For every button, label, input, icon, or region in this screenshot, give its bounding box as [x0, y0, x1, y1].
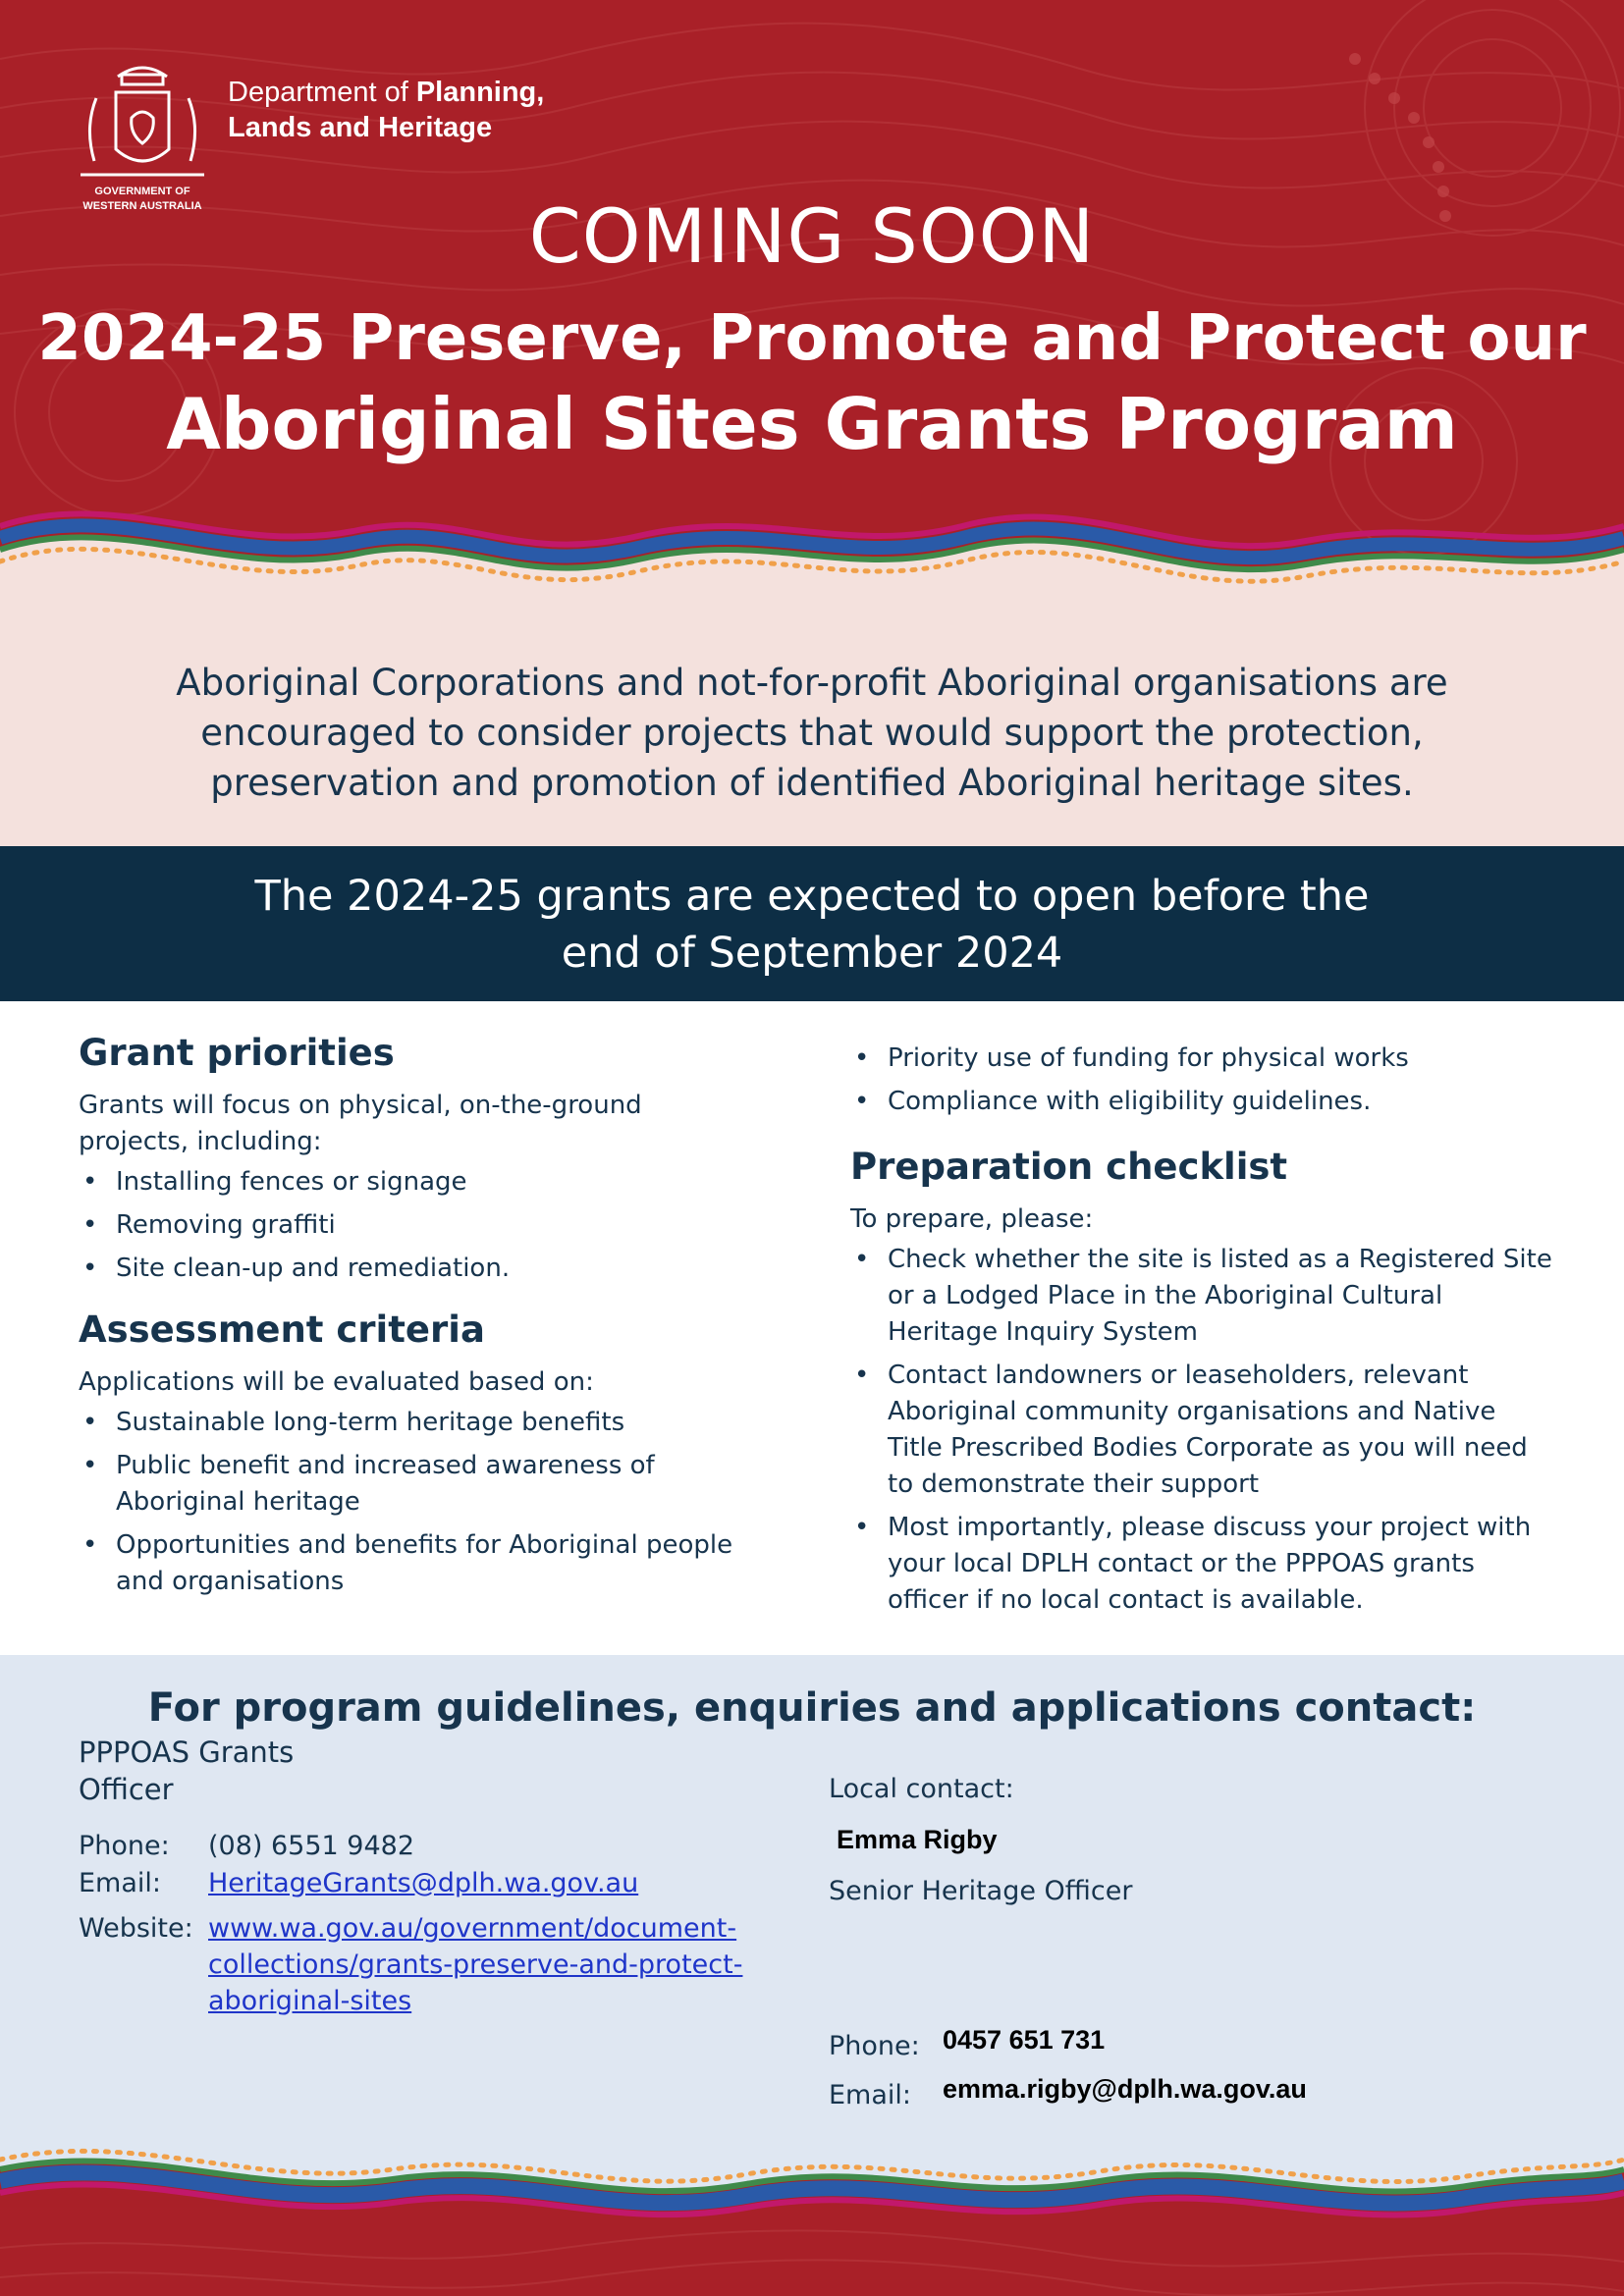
assessment-criteria-intro: Applications will be evaluated based on: [79, 1367, 594, 1397]
grants-email-link[interactable]: HeritageGrants@dplh.wa.gov.au [208, 1868, 639, 1898]
local-contact-role: Senior Heritage Officer [829, 1876, 1133, 1906]
footer-dot-art-wave [0, 2140, 1624, 2296]
local-email-label: Email: [829, 2080, 912, 2110]
department-name [228, 75, 544, 145]
list-item: • Removing graffiti [79, 1207, 785, 1244]
local-phone-value: 0457 651 731 [943, 2025, 1106, 2055]
right-column [850, 1041, 1557, 1626]
program-title-line-2: Aboriginal Sites Grants Program [166, 383, 1458, 465]
crest-caption-line-1: GOVERNMENT OF [94, 186, 190, 197]
list-item: • Public benefit and increased awareness of Aboriginal heritage [79, 1448, 785, 1521]
list-item: • Contact landowners or leaseholders, relevant Aboriginal community organisations and Native Title Prescribed Bodies Corporate as you will need to demonstrate their support [850, 1358, 1557, 1503]
list-item: • Compliance with eligibility guidelines. [850, 1084, 1557, 1120]
grants-officer-title [79, 1734, 294, 1808]
grant-priorities-intro-line-2: projects, including: [79, 1127, 322, 1156]
grants-officer-line-2: Officer [79, 1773, 174, 1806]
website-label: Website: [79, 1913, 193, 1944]
grants-email-label: Email: [79, 1868, 162, 1898]
local-contact-label: Local contact: [829, 1774, 1014, 1804]
website-link-line-3[interactable]: aboriginal-sites [208, 1986, 412, 2016]
assessment-criteria-list-continued [850, 1041, 1557, 1120]
contact-heading: For program guidelines, enquiries and applications contact: [147, 1685, 1477, 1731]
intro-line-1: Aboriginal Corporations and not-for-profit Aboriginal organisations are [176, 662, 1448, 704]
local-email-value[interactable]: emma.rigby@dplh.wa.gov.au [943, 2074, 1307, 2104]
local-contact-name: Emma Rigby [837, 1825, 998, 1854]
preparation-checklist-heading: Preparation checklist [850, 1146, 1288, 1188]
grants-phone-label: Phone: [79, 1831, 170, 1861]
intro-line-3: preservation and promotion of identified Aboriginal heritage sites. [210, 762, 1414, 804]
local-phone-label: Phone: [829, 2031, 920, 2061]
crest-caption-line-2: WESTERN AUSTRALIA [82, 200, 202, 212]
department-bold-2: Lands and Heritage [228, 112, 493, 143]
list-item: • Most importantly, please discuss your project with your local DPLH contact or the PPPOAS grants officer if no local contact is available. [850, 1510, 1557, 1619]
banner-line-1: The 2024-25 grants are expected to open before the [254, 872, 1370, 921]
list-item: • Check whether the site is listed as a Registered Site or a Lodged Place in the Aboriginal Cultural Heritage Inquiry System [850, 1242, 1557, 1351]
department-prefix: Department of [228, 77, 416, 108]
banner-line-2: end of September 2024 [561, 929, 1063, 978]
list-item: • Priority use of funding for physical works [850, 1041, 1557, 1077]
intro-line-2: encouraged to consider projects that would support the protection, [200, 712, 1424, 754]
assessment-criteria-heading: Assessment criteria [79, 1308, 485, 1351]
list-item: • Installing fences or signage [79, 1164, 785, 1201]
grant-priorities-intro-line-1: Grants will focus on physical, on-the-ground [79, 1091, 642, 1120]
assessment-criteria-list [79, 1405, 785, 1600]
grants-officer-line-1: PPPOAS Grants [79, 1735, 295, 1769]
opening-date-banner [0, 846, 1624, 1001]
preparation-checklist-list [850, 1242, 1557, 1619]
intro-section [0, 599, 1624, 846]
website-link-line-2[interactable]: collections/grants-preserve-and-protect- [208, 1949, 743, 1980]
left-column [79, 1031, 785, 1607]
preparation-checklist-intro: To prepare, please: [850, 1204, 1094, 1234]
grant-priorities-heading: Grant priorities [79, 1032, 395, 1074]
list-item: • Sustainable long-term heritage benefits [79, 1405, 785, 1441]
coming-soon-heading: COMING SOON [528, 192, 1096, 280]
website-link[interactable] [208, 1910, 742, 2019]
department-bold-1: Planning, [415, 77, 545, 108]
grants-phone-value: (08) 6551 9482 [208, 1831, 415, 1861]
website-link-line-1[interactable]: www.wa.gov.au/government/document- [208, 1913, 737, 1944]
program-title-line-1: 2024-25 Preserve, Promote and Protect our [37, 302, 1587, 375]
grant-priorities-list [79, 1164, 785, 1287]
list-item: • Opportunities and benefits for Aboriginal people and organisations [79, 1527, 785, 1600]
intro-paragraph [118, 658, 1506, 808]
header-banner [0, 0, 1624, 599]
list-item: • Site clean-up and remediation. [79, 1251, 785, 1287]
opening-date-text [0, 868, 1624, 982]
